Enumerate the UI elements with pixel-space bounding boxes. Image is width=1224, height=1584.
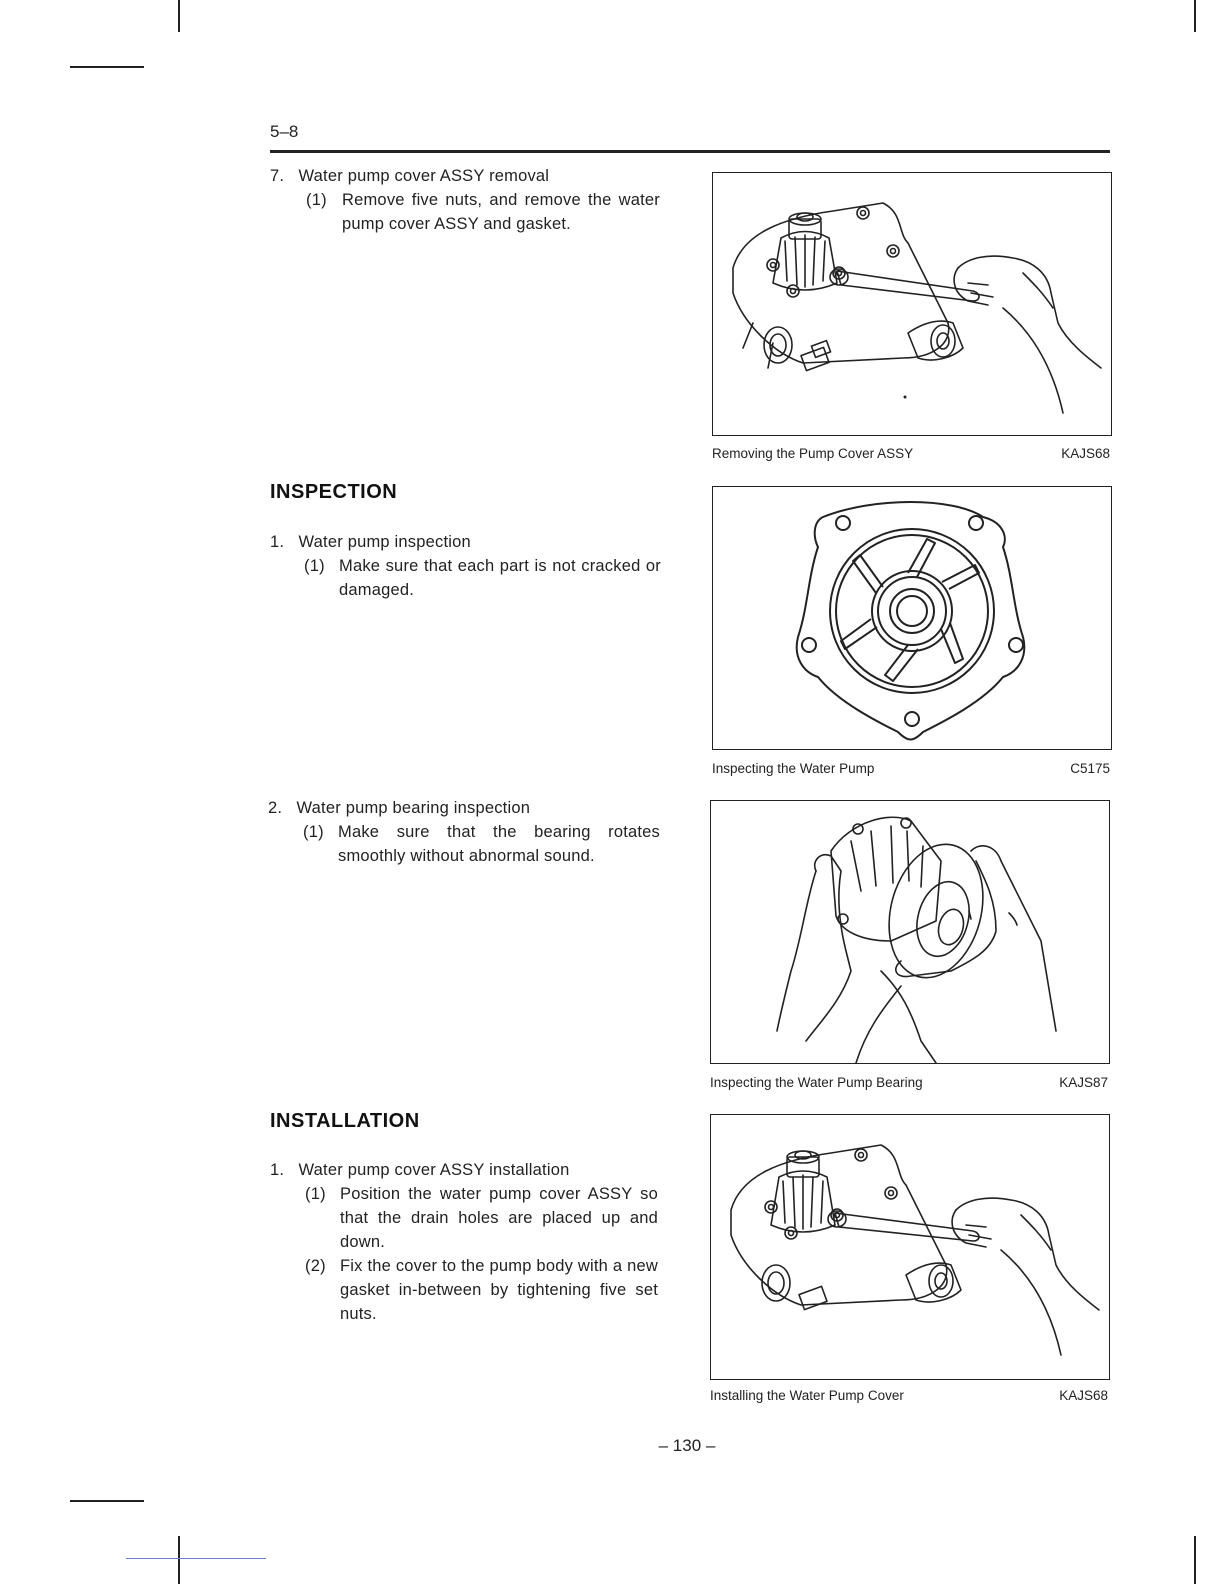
figure-caption [710, 1388, 1108, 1403]
figure-caption [712, 446, 1110, 461]
crop-mark [70, 1500, 144, 1502]
substep-text: Make sure that each part is not cracked or damaged. [339, 557, 661, 599]
substep-number: (1) [304, 557, 325, 575]
substep-text: Make sure that the bearing rotates smoothly without abnormal sound. [338, 823, 660, 865]
header-rule [270, 150, 1110, 153]
substep-number: (1) [303, 823, 324, 841]
water-pump-impeller-illustration [713, 487, 1111, 749]
figure-installing-pump-cover [710, 1114, 1110, 1380]
crop-mark [178, 1536, 180, 1584]
crop-mark [70, 66, 144, 68]
figure-removing-pump-cover [712, 172, 1112, 436]
caption-text: Installing the Water Pump Cover [710, 1388, 904, 1403]
step-title: 7. Water pump cover ASSY removal [270, 167, 550, 185]
figure-code: KAJS87 [1059, 1075, 1108, 1090]
substep-text: Remove five nuts, and remove the water pump cover ASSY and gasket. [342, 191, 660, 233]
step-title: 1. Water pump inspection [270, 533, 471, 551]
substep-text: Fix the cover to the pump body with a new gasket in-between by tightening five set nuts. [340, 1257, 658, 1323]
figure-caption [710, 1075, 1108, 1090]
figure-code: KAJS68 [1059, 1388, 1108, 1403]
figure-caption [712, 761, 1110, 776]
caption-text: Inspecting the Water Pump Bearing [710, 1075, 923, 1090]
substep-number: (1) [305, 1185, 326, 1203]
figure-inspecting-water-pump [712, 486, 1112, 750]
crop-mark [1194, 0, 1196, 32]
section-heading-installation: INSTALLATION [270, 1110, 420, 1132]
step-title: 2. Water pump bearing inspection [268, 799, 531, 817]
substep-number: (1) [306, 191, 327, 209]
figure-code: KAJS68 [1061, 446, 1110, 461]
section-number: 5–8 [270, 122, 299, 141]
substep-number: (2) [305, 1257, 326, 1275]
crop-mark [1194, 1536, 1196, 1584]
caption-text: Removing the Pump Cover ASSY [712, 446, 914, 461]
caption-text: Inspecting the Water Pump [712, 761, 875, 776]
section-heading-inspection: INSPECTION [270, 481, 398, 503]
substep-text: Position the water pump cover ASSY so that the drain holes are placed up and down. [340, 1185, 658, 1251]
pump-cover-wrench-illustration [713, 173, 1111, 435]
bearing-hands-illustration [711, 801, 1109, 1063]
figure-code: C5175 [1070, 761, 1110, 776]
crop-mark [178, 0, 180, 32]
figure-inspecting-bearing [710, 800, 1110, 1064]
pump-cover-install-illustration [711, 1115, 1109, 1379]
page-number: – 130 – [658, 1436, 716, 1455]
step-title: 1. Water pump cover ASSY installation [270, 1161, 570, 1179]
crop-mark [126, 1558, 266, 1559]
